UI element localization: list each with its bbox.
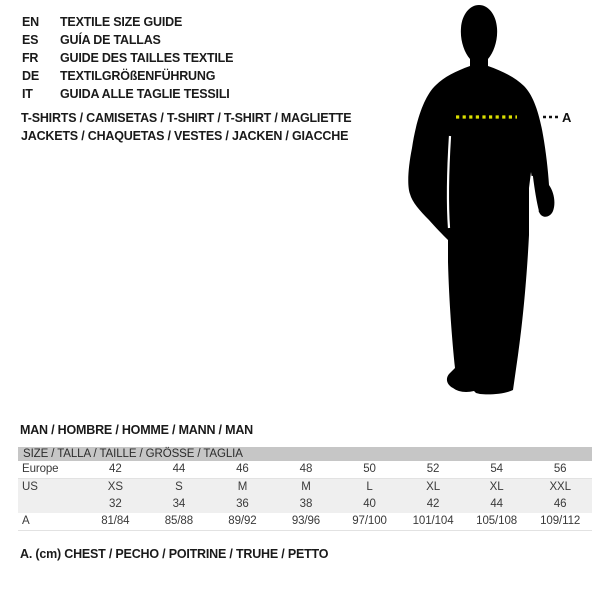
size-table [18,447,592,531]
language-code: EN [22,15,39,29]
size-cell: 56 [553,463,567,475]
table-row-numeric [18,496,592,513]
row-label: US [22,481,38,493]
size-cell: S [175,481,183,493]
size-cell: 32 [109,498,122,510]
size-cell: 44 [490,498,503,510]
size-cell: 40 [363,498,376,510]
size-cell: 97/100 [352,515,387,527]
size-cell: 42 [426,498,440,510]
language-row [22,67,233,85]
size-cell: XL [489,481,504,493]
size-cell: XS [107,481,123,493]
size-cell: 34 [172,498,186,510]
table-row-chest-a [18,513,592,531]
language-label: GUIDA ALLE TAGLIE TESSILI [60,87,230,101]
language-title-list [22,13,233,103]
language-code: IT [22,87,33,101]
language-code: ES [22,33,39,47]
language-label: GUÍA DE TALLAS [60,33,161,47]
language-row [22,49,233,67]
language-label: TEXTILE SIZE GUIDE [60,15,183,29]
size-cell: M [237,481,248,493]
size-cell: 89/92 [228,515,257,527]
size-cell: 54 [490,463,503,475]
size-cell: XXL [549,481,571,493]
table-row-us [18,479,592,496]
size-cell: XL [426,481,440,493]
row-label: A [22,515,30,527]
footnote-chest: A. (cm) CHEST / PECHO / POITRINE / TRUHE / PETTO [20,547,329,561]
size-cell: 42 [109,463,122,475]
language-row [22,85,233,103]
size-cell: M [301,481,311,493]
language-row [22,31,233,49]
size-cell: 36 [236,498,249,510]
language-label: GUIDE DES TAILLES TEXTILE [60,51,234,65]
measure-label-a: A [562,110,572,125]
row-label: Europe [22,463,59,475]
man-silhouette [408,5,554,394]
size-cell: 46 [553,498,567,510]
row-label [18,496,84,513]
size-cell: L [366,481,373,493]
size-cell: 101/104 [412,515,454,527]
size-cell: 38 [299,498,313,510]
language-code: FR [22,51,39,65]
language-row [22,13,233,31]
category-line-tshirts: T-SHIRTS / CAMISETAS / T-SHIRT / T-SHIRT / MAGLIETTE [21,111,352,125]
size-cell: 50 [363,463,376,475]
size-cell: 105/108 [476,515,518,527]
size-table-header: SIZE / TALLA / TAILLE / GRÖSSE / TAGLIA [18,447,592,461]
size-cell: 52 [426,463,440,475]
section-title-man: MAN / HOMBRE / HOMME / MANN / MAN [20,423,253,437]
size-cell: 109/112 [540,515,581,527]
garment-categories [21,109,351,145]
size-cell: 48 [299,463,313,475]
language-label: TEXTILGRÖßENFÜHRUNG [60,69,216,83]
size-cell: 44 [172,463,186,475]
size-cell: 46 [236,463,249,475]
category-line-jackets: JACKETS / CHAQUETAS / VESTES / JACKEN / GIACCHE [21,129,349,143]
language-code: DE [22,69,39,83]
table-row-europe [18,461,592,479]
size-cell: 93/96 [291,515,321,527]
size-cell: 81/84 [101,515,130,527]
size-cell: 85/88 [164,515,194,527]
man-silhouette-figure [400,0,600,405]
